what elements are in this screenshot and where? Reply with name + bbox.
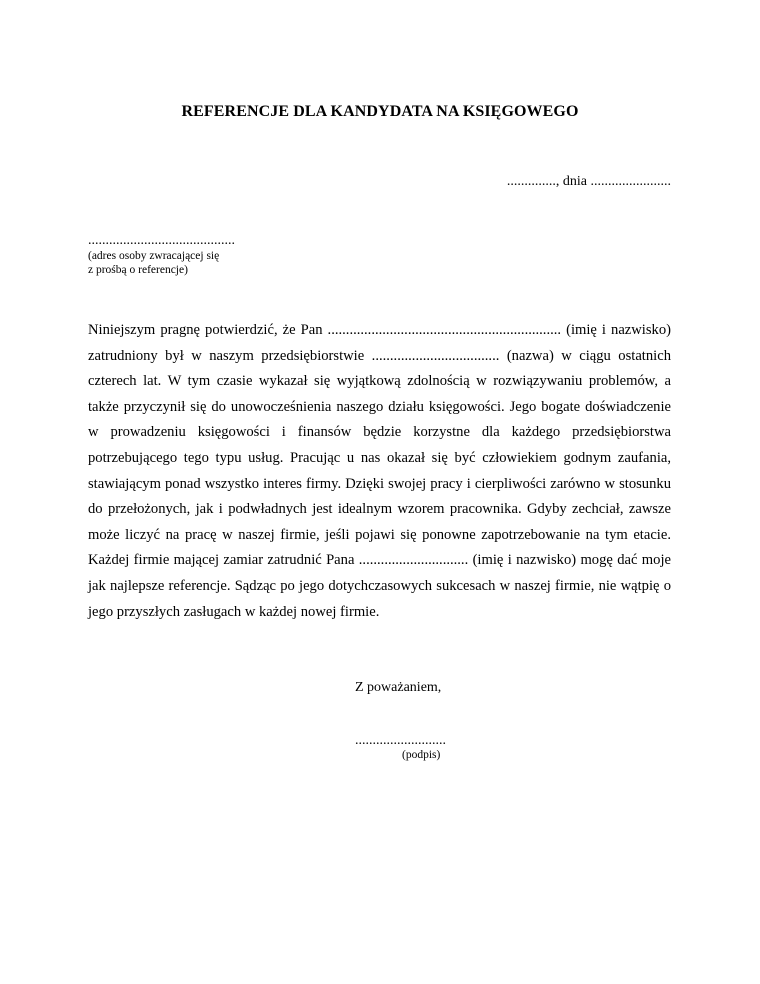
address-caption-line-1: (adres osoby zwracającej się bbox=[88, 250, 220, 262]
document-title: REFERENCJE DLA KANDYDATA NA KSIĘGOWEGO bbox=[181, 103, 579, 120]
sender-address-block bbox=[88, 233, 235, 277]
reference-body-paragraph: Niniejszym pragnę potwierdzić, że Pan ................................................................ (imię i nazwisko) zatrudniony był w naszym przedsiębiorstwie ................................... (nazwa) w ciągu ostatnich czterech lat. W tym czasie wykazał się wyjątkową zdolnością w rozwiązywaniu problemów, a także przyczynił się do unowocześnienia naszego działu księgowości. Jego bogate doświadczenie w prowadzeniu księgowości i finansów będzie korzystne dla każdego przedsiębiorstwa potrzebującego tego typu usług. Pracując u nas okazał się być człowiekiem godnym zaufania, stawiającym ponad wszystko interes firmy. Dzięki swojej pracy i cierpliwości zarówno w stosunku do przełożonych, jak i podwładnych jest idealnym wzorem pracownika. Gdyby zechciał, zawsze może liczyć na pracę w naszej firmie, jeśli pojawi się ponowne zapotrzebowanie na tym etacie. Każdej firmie mającej zamiar zatrudnić Pana .............................. (imię i nazwisko) mogę dać moje jak najlepsze referencje. Sądząc po jego dotychczasowych sukcesach w naszej firmie, nie wątpię o jego przyszłych zasługach w każdej nowej firmie. bbox=[88, 322, 671, 620]
place-date-line: .............., dnia ....................... bbox=[506, 174, 671, 189]
signature-caption: (podpis) bbox=[402, 749, 441, 761]
address-caption-line-2: z prośbą o referencje) bbox=[88, 264, 188, 276]
address-placeholder-dots: .......................................... bbox=[88, 233, 235, 248]
signature-placeholder-dots: .......................... bbox=[355, 733, 446, 748]
closing-salutation: Z poważaniem, bbox=[355, 680, 442, 695]
